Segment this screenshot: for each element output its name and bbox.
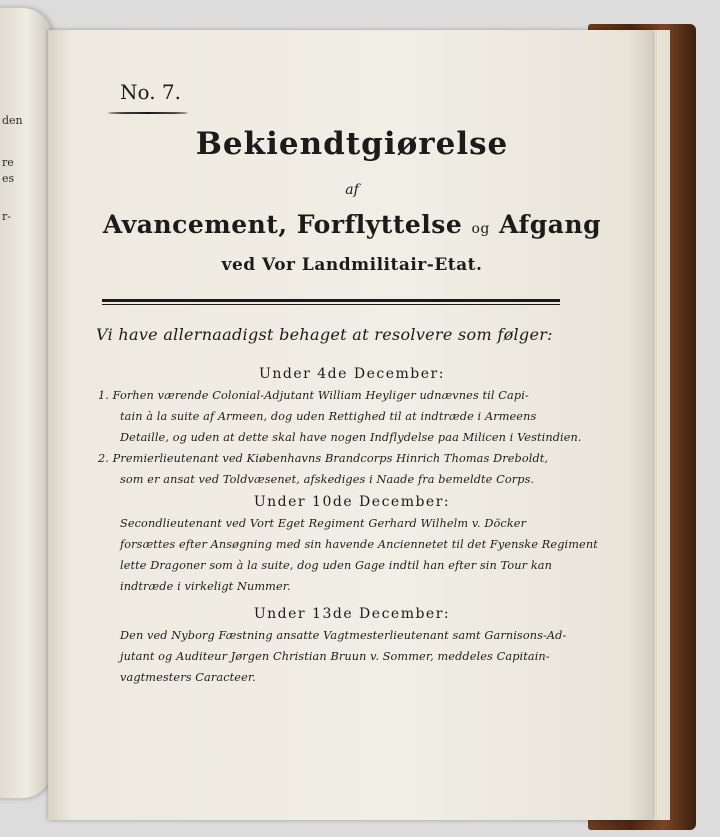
text-line: 1. Forhen værende Colonial-Adjutant William Heyliger udnævnes til Capi- bbox=[98, 389, 529, 402]
subtitle-og: og bbox=[471, 221, 490, 237]
text-line: tain à la suite af Armeen, dog uden Rettighed til at indtræde i Armeens bbox=[120, 410, 537, 423]
text-line: Den ved Nyborg Fæstning ansatte Vagtmesterlieutenant samt Garnisons-Ad- bbox=[120, 629, 567, 642]
subtitle-main: Avancement, Forflyttelse bbox=[102, 210, 463, 239]
title-af: af bbox=[345, 182, 359, 198]
text-line: indtræde i virkeligt Nummer. bbox=[120, 580, 291, 593]
number-underline bbox=[108, 112, 188, 114]
subtitle-end: Afgang bbox=[499, 210, 602, 239]
intro-text: Vi have allernaadigst behaget at resolvere som følger: bbox=[96, 325, 553, 344]
left-page-fragment: den bbox=[2, 114, 23, 127]
left-page-edge bbox=[0, 8, 52, 798]
document-subtitle bbox=[52, 210, 652, 239]
title-rule-thin bbox=[102, 304, 560, 305]
document-title: Bekiendtgiørelse bbox=[195, 126, 509, 162]
text-line: vagtmesters Caracteer. bbox=[120, 671, 256, 684]
section-heading: Under 13de December: bbox=[253, 606, 451, 622]
text-line: 2. Premierlieutenant ved Kiøbenhavns Brandcorps Hinrich Thomas Dreboldt, bbox=[98, 452, 549, 465]
title-rule-thick bbox=[102, 299, 560, 302]
left-page-fragment: r- bbox=[2, 210, 11, 223]
left-page-fragment: es bbox=[2, 172, 15, 185]
section-heading: Under 4de December: bbox=[259, 366, 445, 382]
text-line: lette Dragoner som à la suite, dog uden Gage indtil han efter sin Tour kan bbox=[120, 559, 552, 572]
text-line: Secondlieutenant ved Vort Eget Regiment Gerhard Wilhelm v. Döcker bbox=[120, 517, 527, 530]
text-line: som er ansat ved Toldvæsenet, afskediges i Naade fra bemeldte Corps. bbox=[120, 473, 535, 486]
text-line: forsættes efter Ansøgning med sin havende Anciennetet til det Fyenske Regiment bbox=[120, 538, 598, 551]
document-etat: ved Vor Landmilitair-Etat. bbox=[221, 255, 483, 275]
document-number: No. 7. bbox=[120, 80, 181, 104]
section-heading: Under 10de December: bbox=[253, 494, 451, 510]
text-line: Detaille, og uden at dette skal have nogen Indflydelse paa Milicen i Vestindien. bbox=[120, 431, 582, 444]
text-line: jutant og Auditeur Jørgen Christian Bruun v. Sommer, meddeles Capitain- bbox=[120, 650, 550, 663]
left-page-fragment: re bbox=[2, 156, 14, 169]
